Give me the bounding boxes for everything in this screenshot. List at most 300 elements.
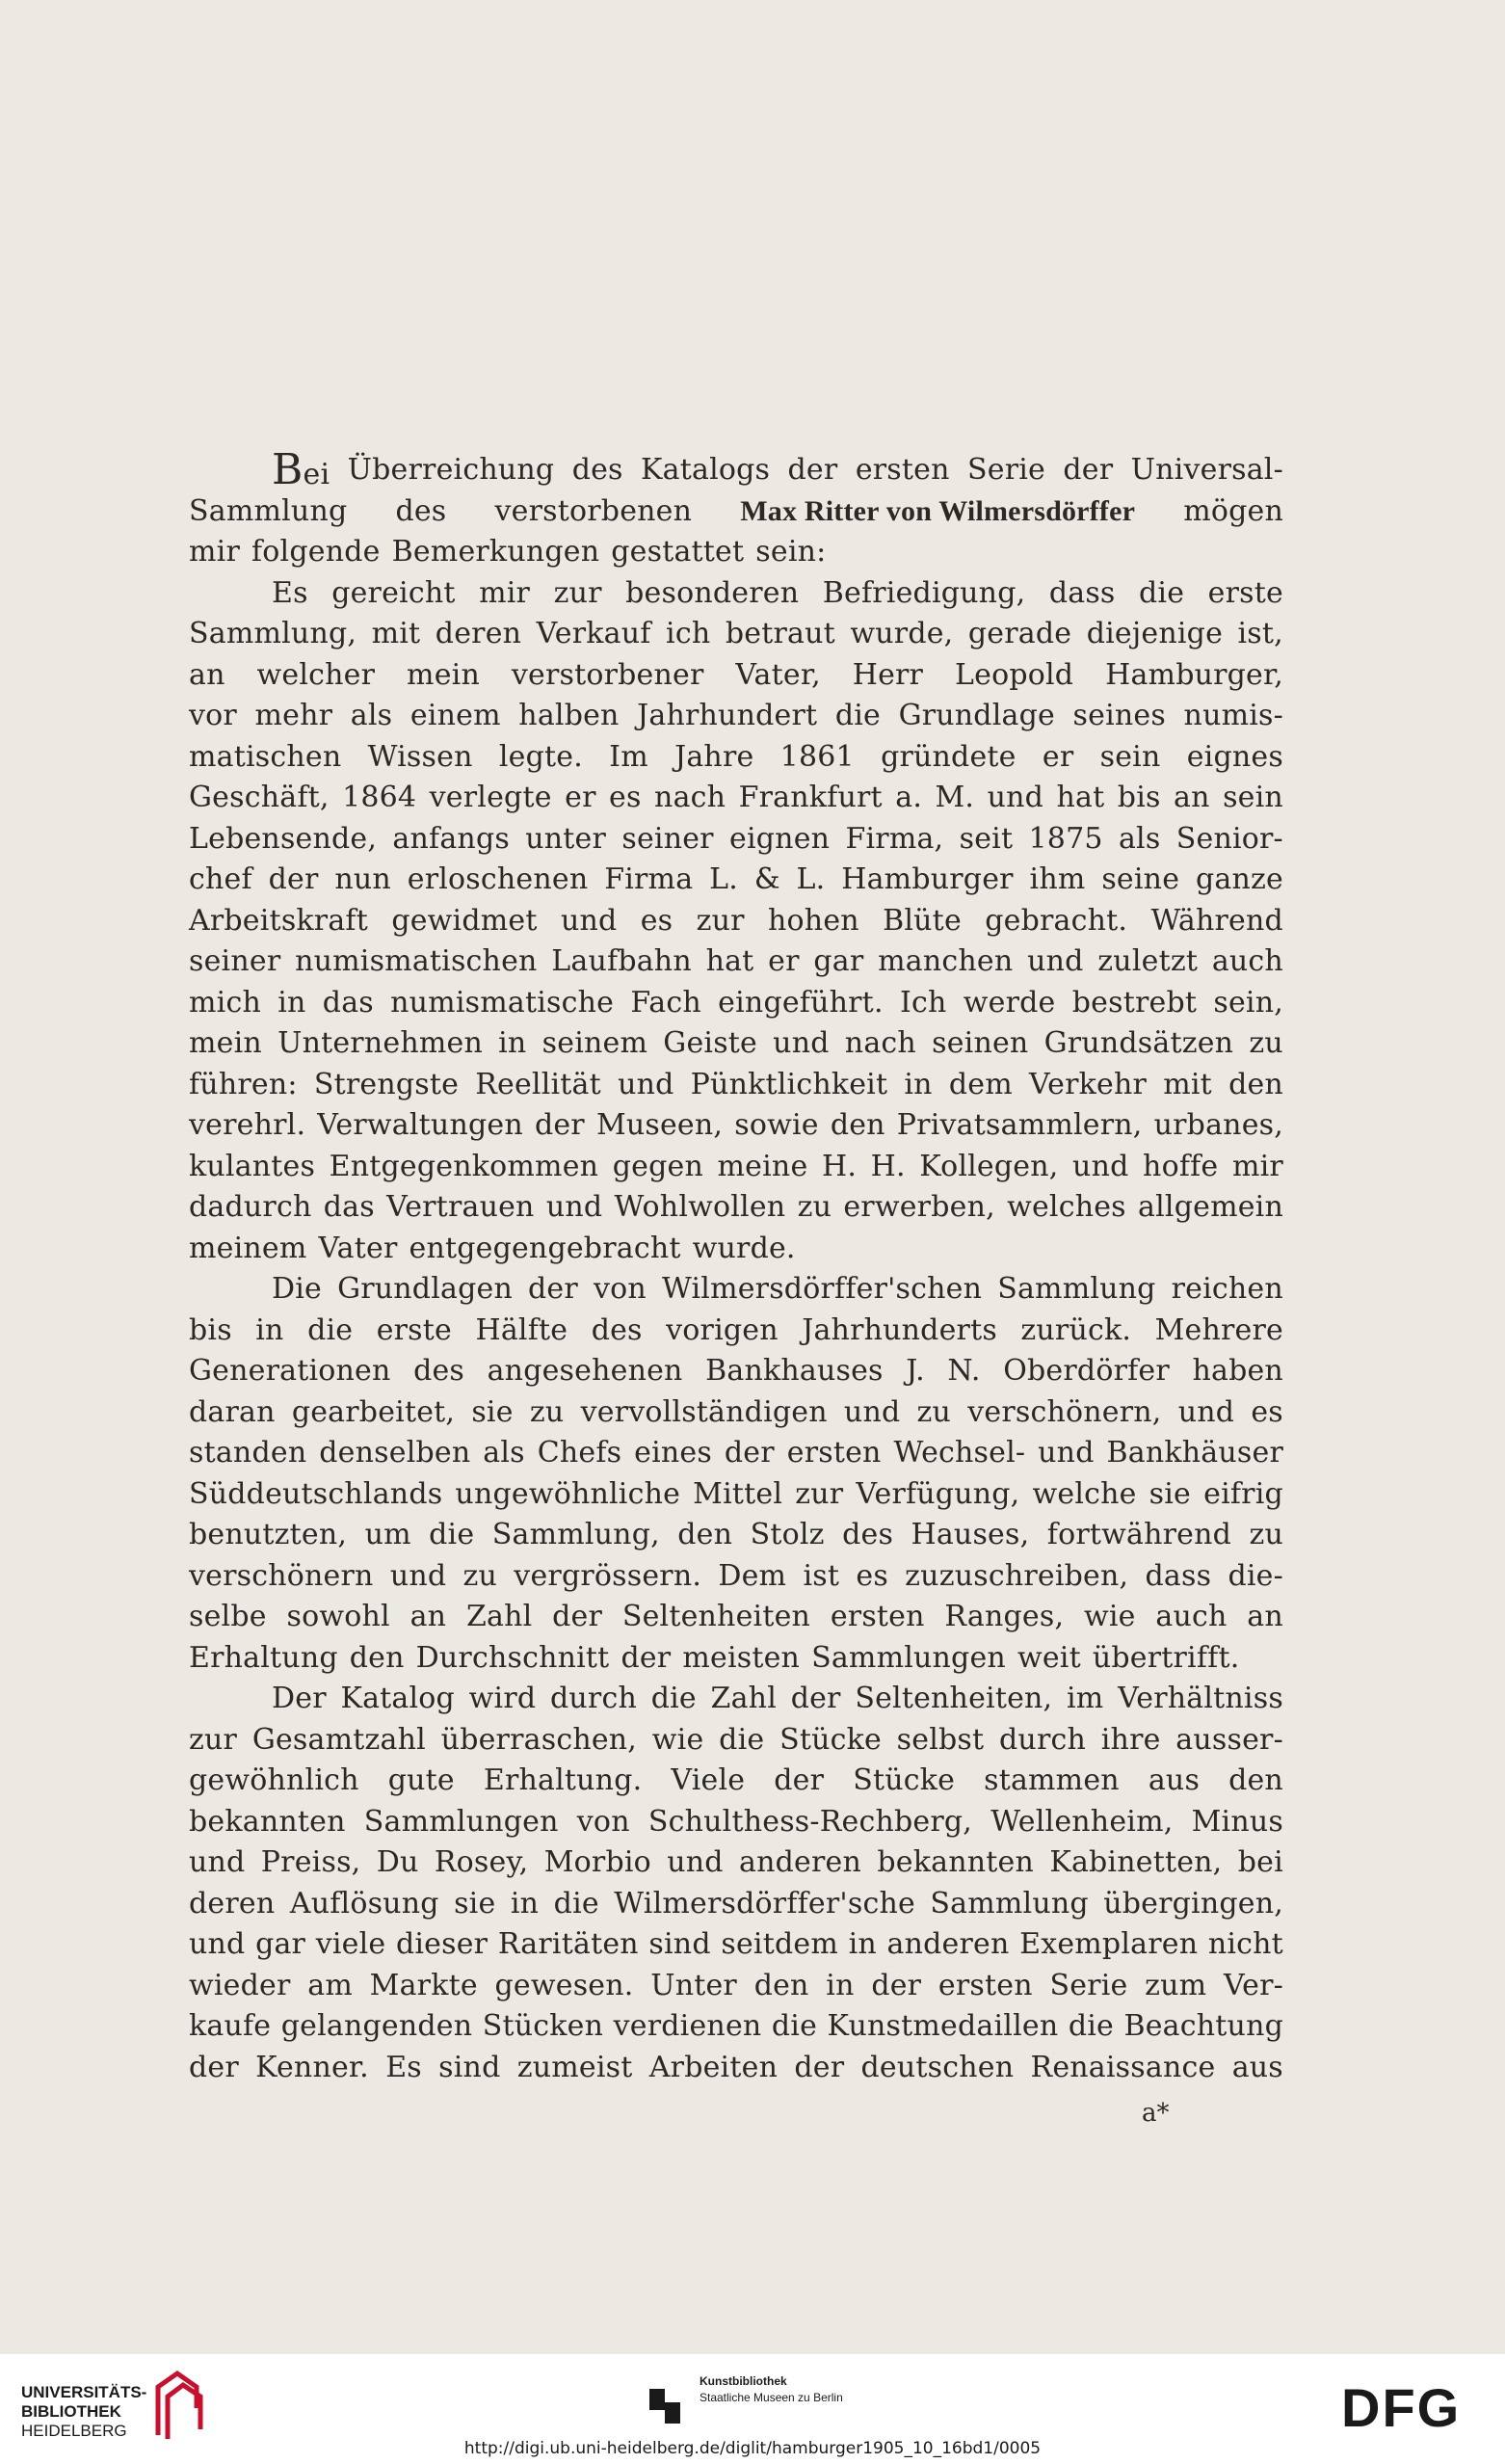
word: die (429, 1518, 475, 1551)
word: der (552, 1600, 603, 1633)
word: Morbio (543, 1845, 651, 1879)
text-line (189, 1720, 1283, 1762)
word: Firma (604, 862, 694, 896)
word: werde (963, 985, 1056, 1020)
word: der (1063, 453, 1114, 487)
word: mein (407, 657, 480, 692)
word: Mittel (693, 1476, 783, 1511)
word: Befriedigung, (822, 575, 1026, 610)
body-text (189, 445, 1283, 2088)
word: Serie (1049, 1968, 1128, 2002)
word: erste (376, 1312, 452, 1347)
word: seines (1072, 699, 1166, 732)
word: gewidmet (391, 903, 538, 938)
word: verlegte (429, 781, 552, 814)
word: gerade (967, 617, 1072, 650)
word: eignes (1186, 739, 1283, 774)
word: erste (1207, 575, 1283, 610)
word: entgegengebracht (409, 1231, 681, 1265)
word: dieser (395, 1927, 488, 1961)
word: Stücken (482, 2009, 604, 2043)
word: Geiste (663, 1026, 757, 1060)
word: wird (468, 1682, 537, 1715)
word: die (834, 699, 881, 732)
word: und (667, 1845, 724, 1879)
word: vor (189, 699, 237, 732)
kb-line1: Kunstbibliothek (700, 2374, 787, 2388)
word: Kunstmedaillen (827, 2009, 1059, 2043)
word: verstorbener (511, 657, 704, 692)
word: Katalogs (641, 453, 771, 487)
word: Verkauf (536, 617, 651, 650)
word: der (790, 1682, 841, 1715)
word: sein (1223, 781, 1283, 814)
word: gelangenden (280, 2009, 473, 2043)
word: Wechsel- (893, 1436, 1026, 1470)
word: Sammlung, (491, 1518, 660, 1551)
word: Seltenheiten, (855, 1682, 1053, 1715)
text-line (189, 1229, 1283, 1270)
word: die (1068, 2009, 1114, 2043)
word: eifrig (1203, 1476, 1283, 1511)
word: dass (1048, 575, 1116, 610)
word: als (483, 1436, 525, 1470)
word: urbanes, (1153, 1108, 1283, 1142)
word: bekannten (877, 1845, 1034, 1879)
word: der (774, 1763, 825, 1797)
word: und (1038, 1436, 1095, 1470)
word: Hamburger (841, 862, 1014, 896)
ub-logo-line3: HEIDELBERG (21, 2422, 127, 2440)
text-line (189, 1884, 1283, 1925)
word: zur (553, 575, 602, 610)
text-line (189, 1147, 1283, 1188)
word: Es (272, 575, 308, 610)
word: eignen (729, 821, 831, 856)
word: seiner (621, 821, 714, 856)
word: Der (272, 1682, 327, 1715)
word: der (189, 2050, 239, 2084)
word: um (364, 1518, 411, 1551)
word: Überreichung (347, 453, 555, 487)
word: der (787, 453, 838, 487)
word: ganze (1195, 862, 1283, 896)
word: bis (1117, 781, 1161, 814)
word: Bankhäuser (1106, 1436, 1283, 1470)
word: ausser- (1175, 1722, 1283, 1757)
word: Ver- (1224, 1968, 1283, 2002)
word: deren (435, 617, 522, 650)
word: Frankfurt (738, 781, 883, 814)
word: bei (1237, 1845, 1283, 1879)
word: numismatischen (295, 944, 538, 978)
word: selbst (896, 1722, 985, 1757)
text-line (189, 1638, 1283, 1680)
word: Bemerkungen (391, 535, 600, 569)
word: J. (906, 1354, 925, 1388)
word: Sammlungen (363, 1804, 559, 1839)
word: Die (272, 1272, 323, 1306)
text-line (189, 1311, 1283, 1352)
word: verschönern (189, 1558, 374, 1593)
kunstbibliothek-logo[interactable] (700, 2373, 843, 2406)
word: mehr (254, 699, 333, 732)
word: die (719, 1722, 765, 1757)
text-line (189, 1023, 1283, 1065)
word: und (189, 1927, 246, 1961)
word: der (871, 1968, 922, 2002)
word: numis- (1183, 699, 1283, 732)
word: sein, (1213, 985, 1283, 1020)
word: Markte (369, 1968, 478, 2002)
text-line (189, 1556, 1283, 1598)
word: Wellenheim, (990, 1804, 1174, 1839)
text-line (189, 1433, 1283, 1474)
text-line (189, 2006, 1283, 2048)
ub-emblem-icon (150, 2368, 208, 2445)
word: Reellität (475, 1067, 601, 1101)
word: es (856, 1558, 888, 1593)
word: welches (1007, 1190, 1126, 1224)
word: er (565, 781, 596, 814)
word: zu (529, 1394, 565, 1429)
word: matischen (189, 739, 342, 774)
word: aus (1231, 2050, 1283, 2084)
word: überraschen, (440, 1722, 638, 1757)
word: kaufe (189, 2009, 272, 2043)
word: erloschenen (407, 862, 589, 896)
text-line (189, 655, 1283, 697)
word: unter (525, 821, 607, 856)
word: Schulthess-Rechberg, (647, 1804, 973, 1839)
word: Auflösung (289, 1886, 439, 1921)
word: Sammlung, (189, 617, 357, 650)
word: halben (518, 699, 620, 732)
kb-line2: Staatliche Museen zu Berlin (700, 2391, 843, 2404)
text-line (189, 1679, 1283, 1720)
word: Durchschnitt (415, 1640, 610, 1675)
word: an (189, 657, 225, 692)
word: nicht (1207, 1927, 1283, 1961)
word: sowohl (286, 1600, 390, 1633)
word: gebracht. (985, 903, 1128, 938)
word: und (1177, 1394, 1235, 1429)
word: Entgegenkommen (329, 1149, 599, 1183)
text-line (189, 1065, 1283, 1106)
word: zu (1249, 1518, 1283, 1551)
word: wie (651, 1722, 704, 1757)
word: besonderen (625, 575, 800, 610)
text-line (189, 737, 1283, 779)
ub-logo-line1: UNIVERSITÄTS- (21, 2383, 147, 2401)
word: hohen (768, 903, 859, 938)
word: manchen (878, 944, 1014, 978)
word: gute (387, 1763, 455, 1797)
word: ersten (786, 1436, 882, 1470)
word: Verkehr (1029, 1067, 1148, 1101)
word: Lebensende, (189, 821, 378, 856)
word: sind (648, 1927, 711, 1961)
word: Chefs (537, 1436, 622, 1470)
word: sowie (734, 1108, 819, 1142)
word: Grundlagen (337, 1272, 513, 1306)
word: Universal- (1130, 453, 1283, 487)
word: gereicht (331, 575, 456, 610)
text-line (189, 1515, 1283, 1556)
word: Dem (718, 1558, 787, 1593)
word: Mehrere (1154, 1312, 1283, 1347)
word: des (413, 1354, 465, 1388)
word: zuletzt (1097, 944, 1199, 978)
word: Seltenheiten (621, 1600, 811, 1633)
text-line (189, 1187, 1283, 1229)
word: wieder (189, 1968, 291, 2002)
word: H. (870, 1149, 906, 1183)
word: die (553, 1886, 599, 1921)
ub-heidelberg-logo[interactable] (21, 2383, 146, 2441)
word: Wilmersdörffer'sche (614, 1886, 915, 1921)
word: er (1042, 739, 1074, 774)
word: übertrifft. (1092, 1640, 1240, 1675)
word: zur (189, 1722, 238, 1757)
text-line (189, 1105, 1283, 1147)
word: meinem (189, 1231, 307, 1265)
word: wurde, (850, 617, 954, 650)
word: Exemplaren (1019, 1927, 1199, 1961)
word: deutschen (860, 2050, 1015, 2084)
text-line (189, 1392, 1283, 1434)
word: Geschäft, (189, 781, 330, 814)
word: im (1066, 1682, 1104, 1715)
word: Im (609, 739, 648, 774)
word: viele (315, 1927, 386, 1961)
word: dadurch (189, 1190, 312, 1224)
word: fortwährend (1046, 1518, 1232, 1551)
word: hat (1056, 781, 1105, 814)
word: ihre (1100, 1722, 1161, 1757)
word: in (255, 1312, 284, 1347)
text-line (189, 445, 1283, 494)
word: Firma, (845, 821, 944, 856)
word: ersten (830, 1600, 925, 1633)
word: anfangs (392, 821, 510, 856)
word: wie (1083, 1600, 1136, 1633)
word: Sammlungen (811, 1640, 1006, 1675)
word: Unternehmen (277, 1026, 483, 1060)
word: 1875 (1028, 821, 1103, 856)
word: Du (376, 1845, 419, 1879)
word: Verfügung, (856, 1476, 1020, 1511)
word: verehrl. (189, 1108, 306, 1142)
text-line (189, 901, 1283, 942)
word: meisten (682, 1640, 801, 1675)
word: seinem (541, 1026, 648, 1060)
text-line (189, 1351, 1283, 1392)
word: der (794, 2050, 845, 2084)
word: N. (947, 1354, 981, 1388)
word: in (510, 1886, 540, 1921)
word: angesehenen (487, 1354, 683, 1388)
text-line (189, 2048, 1283, 2089)
word: den (349, 1640, 405, 1675)
word: anderen (739, 1845, 862, 1879)
word: Jahrhundert (637, 699, 818, 732)
word: Grundsätzen (1043, 1026, 1234, 1060)
text-line (189, 1924, 1283, 1966)
word: seitdem (721, 1927, 838, 1961)
dfg-logo[interactable]: DFG (1341, 2377, 1462, 2438)
kunstbibliothek-icon (644, 2385, 686, 2427)
word: das (322, 985, 374, 1020)
word: und (189, 1845, 246, 1879)
word: Max Ritter von Wilmersdörffer (740, 494, 1136, 527)
word: die (650, 1682, 697, 1715)
word: Blüte (883, 903, 962, 938)
word: zu (797, 1190, 832, 1224)
word: Süddeutschlands (189, 1476, 443, 1511)
ub-logo-line2: BIBLIOTHEK (21, 2402, 121, 2421)
word: den (830, 1108, 885, 1142)
word: den (753, 1968, 809, 2002)
word: zur (795, 1476, 844, 1511)
word: kulantes (189, 1149, 316, 1183)
word: es (609, 781, 642, 814)
word: Kollegen, (919, 1149, 1059, 1183)
word: Grundlage (898, 699, 1055, 732)
word: weit (1017, 1640, 1081, 1675)
text-line (189, 1597, 1283, 1638)
word: Senior- (1175, 821, 1283, 856)
word: hoffe (1143, 1149, 1219, 1183)
word: gar (255, 1927, 306, 1961)
word: ersten (855, 453, 950, 487)
word: bis (189, 1312, 232, 1347)
word: der (724, 1436, 775, 1470)
word: nach (844, 1026, 916, 1060)
word: gründete (881, 739, 1017, 774)
word: seine (1101, 862, 1180, 896)
word: von (593, 1272, 647, 1306)
word: die- (1228, 1558, 1283, 1593)
word: Privatsammlern, (896, 1108, 1143, 1142)
word: ist (803, 1558, 840, 1593)
word: seiner (189, 944, 281, 978)
word: Erhaltung. (483, 1763, 643, 1797)
word: zu (462, 1558, 498, 1593)
word: chef (189, 862, 252, 896)
word: Während (1150, 903, 1283, 938)
word: Vater (318, 1231, 398, 1265)
word: sind (438, 2050, 501, 2084)
word: Hälfte (475, 1312, 568, 1347)
word: numismatische (390, 985, 615, 1020)
word: zum (1145, 1968, 1207, 2002)
word: mir (189, 535, 240, 569)
word: mit (1163, 1067, 1212, 1101)
word: als (350, 699, 393, 732)
word: und (545, 1190, 603, 1224)
word: Stolz (750, 1518, 825, 1551)
word: diejenige (1086, 617, 1224, 650)
word: ich (666, 617, 711, 650)
word: mich (189, 985, 261, 1020)
word: Minus (1191, 1804, 1283, 1839)
word: seit (959, 821, 1014, 856)
page-url[interactable]: http://digi.ub.uni-heidelberg.de/diglit/hamburger1905_10_16bd1/0005 (463, 2439, 1042, 2458)
word: reichen (1171, 1272, 1283, 1306)
word: Erhaltung (189, 1640, 338, 1675)
word: in (826, 1968, 855, 2002)
word: Beachtung (1123, 2009, 1283, 2043)
word: Ich (899, 985, 947, 1020)
word: eines (634, 1436, 712, 1470)
word: Leopold (955, 657, 1074, 692)
word: Kabinetten, (1049, 1845, 1223, 1879)
word: Zahl (710, 1682, 777, 1715)
word: und (987, 781, 1044, 814)
word: und (618, 1067, 674, 1101)
word: die (307, 1312, 354, 1347)
word: L. (709, 862, 738, 896)
word: an (409, 1600, 447, 1633)
word: Hamburger, (1105, 657, 1283, 692)
word: der (620, 1640, 672, 1675)
word: des (842, 1518, 894, 1551)
word: sie (471, 1394, 514, 1429)
word: allgemein (1138, 1190, 1283, 1224)
word: sie (1149, 1476, 1192, 1511)
text-line (189, 1802, 1283, 1843)
word: Vater, (735, 657, 821, 692)
word: Rosey, (434, 1845, 529, 1879)
word: Verhältniss (1118, 1682, 1283, 1715)
text-line (189, 614, 1283, 655)
word: zuzuschreiben, (905, 1558, 1129, 1593)
word: eingeführt. (718, 985, 884, 1020)
word: vervollständigen (580, 1394, 828, 1429)
word: hat (705, 944, 754, 978)
word: in (904, 1067, 933, 1101)
word: mit (371, 617, 421, 650)
word: einem (409, 699, 501, 732)
word: welche (1032, 1476, 1137, 1511)
word: Renaissance (1030, 2050, 1216, 2084)
word: sie (454, 1886, 496, 1921)
word: Gesamtzahl (251, 1722, 426, 1757)
word: zur (696, 903, 745, 938)
word: der (528, 1272, 578, 1306)
word: führen: (189, 1067, 298, 1101)
word: Es (385, 2050, 422, 2084)
word: Sammlung (997, 1272, 1156, 1306)
word: in (848, 1927, 877, 1961)
word: Fach (630, 985, 701, 1020)
word: haben (1192, 1354, 1283, 1388)
word: des (395, 493, 447, 528)
text-line (189, 778, 1283, 819)
word: die (771, 2009, 818, 2043)
word: M. (935, 781, 975, 814)
word: den (677, 1518, 733, 1551)
word: mir (479, 575, 531, 610)
word: gearbeitet, (291, 1394, 456, 1429)
text-line (189, 1269, 1283, 1311)
word: Preiss, (260, 1845, 361, 1879)
word: Sammlung (930, 1886, 1089, 1921)
word: er (768, 944, 800, 978)
word: Wilmersdörffer'schen (661, 1272, 983, 1306)
word: ihm (1029, 862, 1086, 896)
